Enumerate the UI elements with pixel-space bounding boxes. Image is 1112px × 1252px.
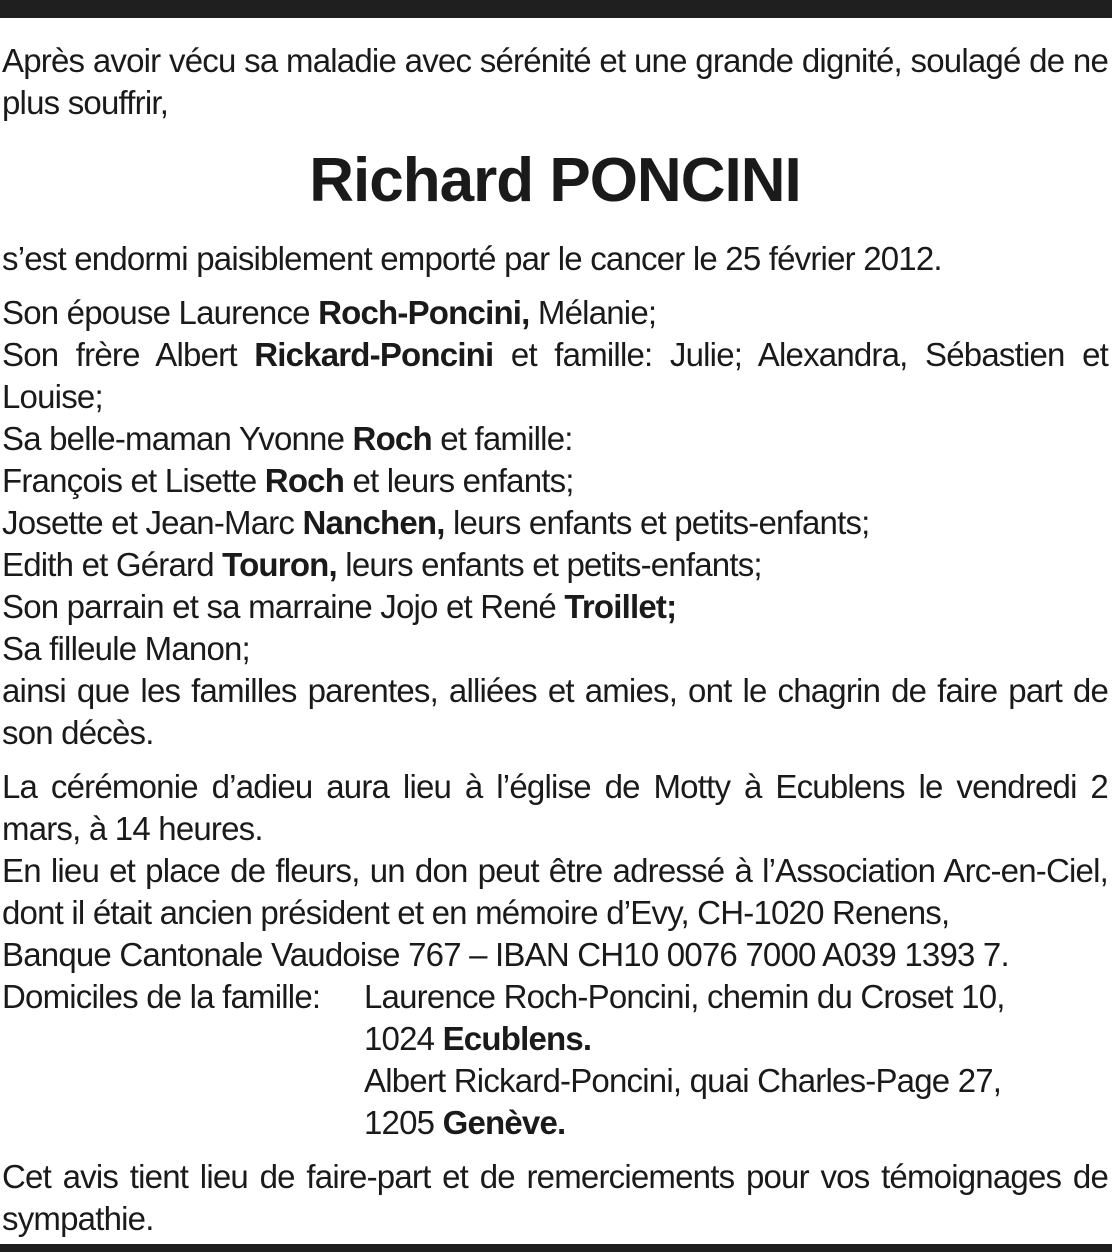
intro-text: Après avoir vécu sa maladie avec sérénité et une grande dignité, soulagé de ne plus souffrir,	[2, 42, 1108, 121]
donation-text: En lieu et place de fleurs, un don peut être adressé à l’Association Arc-en-Ciel, dont il était ancien président et en mémoire d’Evy, CH-1020 Renens,	[2, 852, 1108, 931]
family-line: Son frère Albert Rickard-Poncini et famille: Julie; Alexandra, Sébastien et Louise;	[2, 336, 1108, 415]
family-line: Sa filleule Manon;	[2, 630, 250, 667]
family-list	[2, 292, 1108, 754]
family-line: François et Lisette Roch et leurs enfants;	[2, 462, 574, 499]
domiciles	[2, 976, 1108, 1144]
domicile-city-line: 1205 Genève.	[364, 1104, 566, 1141]
domicile-city-line: 1024 Ecublens.	[364, 1020, 592, 1057]
bank-details: Banque Cantonale Vaudoise 767 – IBAN CH10 0076 7000 A039 1393 7.	[2, 936, 1009, 973]
family-line: Sa belle-maman Yvonne Roch et famille:	[2, 420, 573, 457]
top-rule	[0, 0, 1112, 18]
family-line: Edith et Gérard Touron, leurs enfants et petits-enfants;	[2, 546, 762, 583]
family-closing: ainsi que les familles parentes, alliées et amies, ont le chagrin de faire part de son décès.	[2, 672, 1108, 751]
bottom-rule	[0, 1244, 1112, 1252]
domicile-address: Albert Rickard-Poncini, quai Charles-Page 27,	[364, 1062, 1002, 1099]
obituary-notice	[2, 40, 1108, 1240]
domiciles-label: Domiciles de la famille:	[2, 978, 321, 1015]
footer-text: Cet avis tient lieu de faire-part et de remerciements pour vos témoignages de sympathie.	[2, 1158, 1108, 1237]
announcement-text: s’est endormi paisiblement emporté par le cancer le 25 février 2012.	[2, 240, 942, 277]
deceased-name: Richard PONCINI	[309, 146, 801, 215]
family-line: Son épouse Laurence Roch-Poncini, Mélanie;	[2, 294, 657, 331]
family-line: Son parrain et sa marraine Jojo et René Troillet;	[2, 588, 677, 625]
domicile-address: Laurence Roch-Poncini, chemin du Croset 10,	[364, 978, 1005, 1015]
family-line: Josette et Jean-Marc Nanchen, leurs enfants et petits-enfants;	[2, 504, 870, 541]
ceremony-text: La cérémonie d’adieu aura lieu à l’église de Motty à Ecublens le vendredi 2 mars, à 14 heures.	[2, 768, 1108, 847]
